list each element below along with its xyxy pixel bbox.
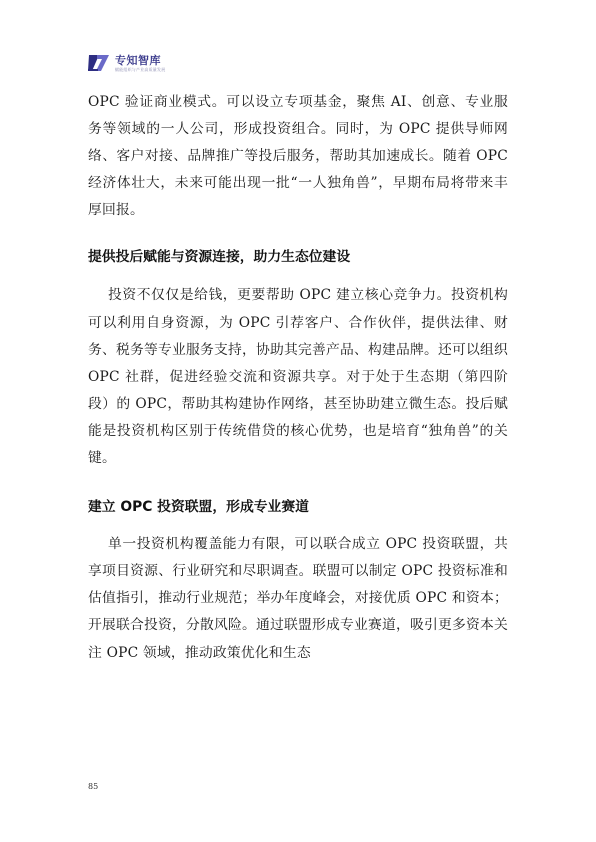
- header-logo: [88, 50, 165, 76]
- section-heading-1: 提供投后赋能与资源连接，助力生态位建设: [88, 249, 351, 266]
- paragraph-2: 投资不仅仅是给钱，更要帮助 OPC 建立核心竞争力。投资机构可以利用自身资源，为 OPC 引荐客户、合作伙伴，提供法律、财务、税务等专业服务支持，协助其完善产品、构建品牌。还可以组织 OPC 社群，促进经验交流和资源共享。对于处于生态期（第四阶段）的 OPC，帮助其构建协作网络，甚至协助建立微生态。投后赋能是投资机构区别于传统借贷的核心优势，也是培育“独角兽”的关键。: [88, 287, 508, 467]
- logo-name: 专知智库: [115, 53, 161, 67]
- paragraph-3: 单一投资机构覆盖能力有限，可以联合成立 OPC 投资联盟，共享项目资源、行业研究和尽职调查。联盟可以制定 OPC 投资标准和估值指引，推动行业规范；举办年度峰会，对接优质 OPC 和资本；开展联合投资，分散风险。通过联盟形成专业赛道，吸引更多资本关注 OPC 领域，推动政策优化和生态: [88, 536, 508, 661]
- logo-text: [115, 55, 165, 72]
- zz-monogram-logo-icon: [88, 53, 110, 73]
- page-number: 85: [88, 782, 99, 791]
- logo-subtitle: 赋能组织与产业高质量发展: [115, 66, 166, 72]
- page-content: [88, 89, 508, 667]
- section-heading-2: 建立 OPC 投资联盟，形成专业赛道: [88, 499, 309, 516]
- paragraph-1: OPC 验证商业模式。可以设立专项基金，聚焦 AI、创意、专业服务等领域的一人公司，形成投资组合。同时，为 OPC 提供导师网络、客户对接、品牌推广等投后服务，帮助其加速成长。随着 OPC 经济体壮大，未来可能出现一批“一人独角兽”，早期布局将带来丰厚回报。: [88, 94, 508, 219]
